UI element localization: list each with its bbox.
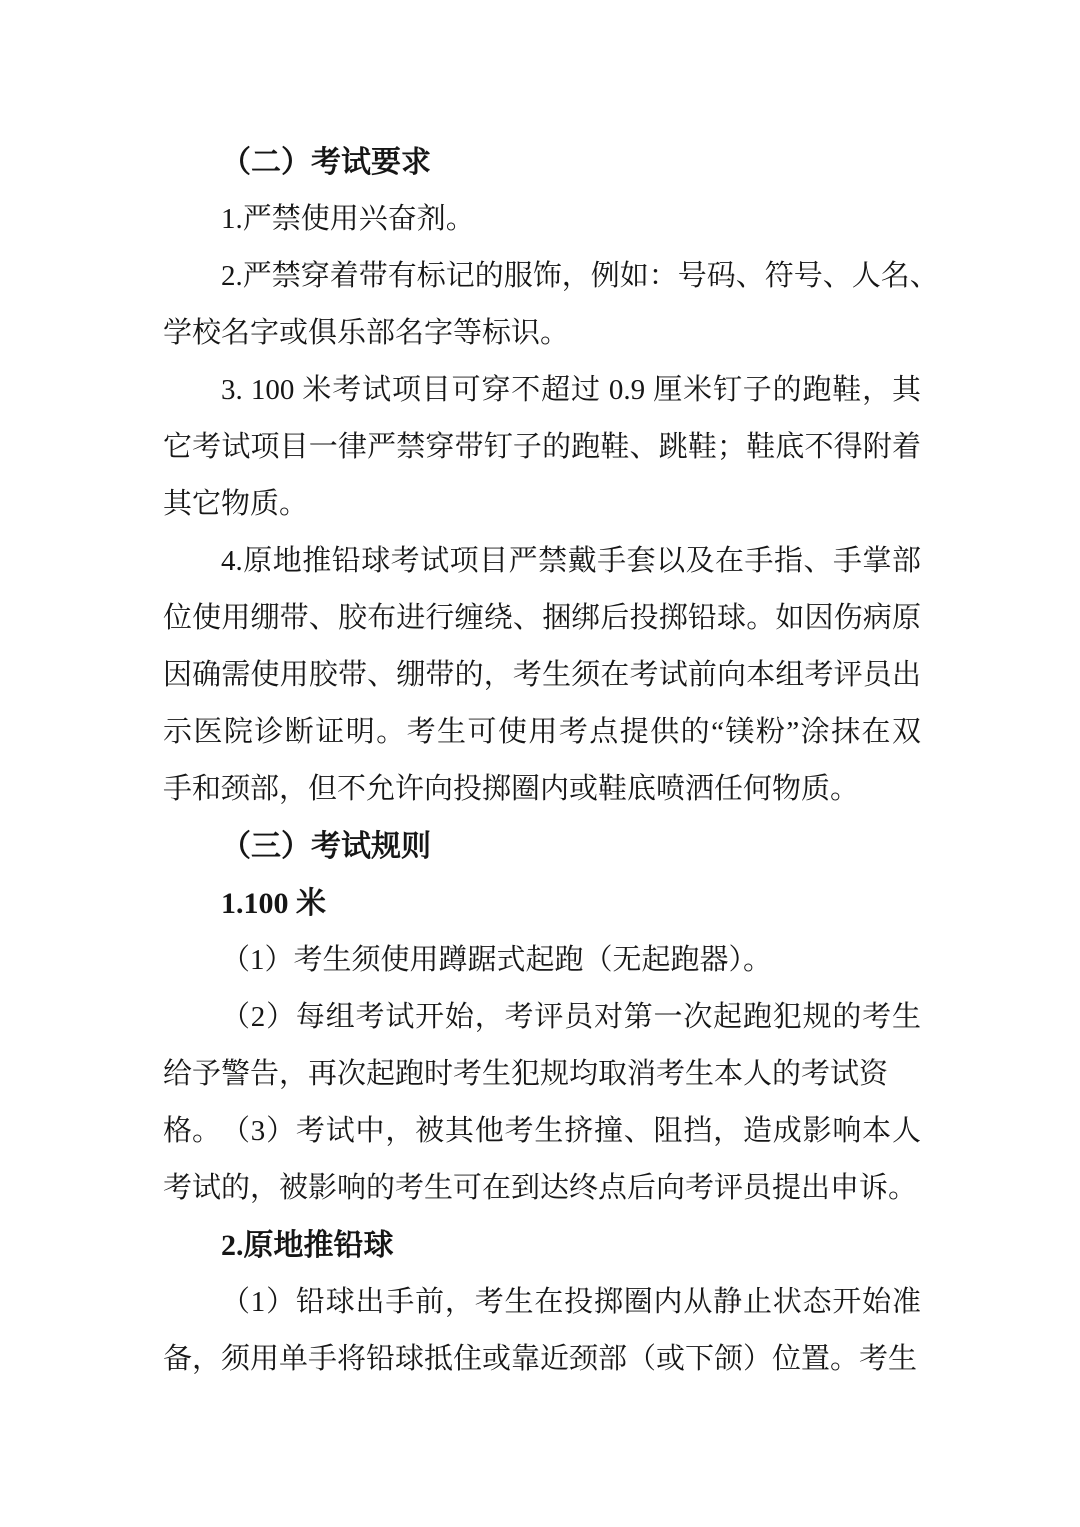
section-heading bbox=[163, 818, 921, 875]
text-line: 它考试项目一律严禁穿带钉子的跑鞋、跳鞋；鞋底不得附着 bbox=[163, 431, 921, 463]
section-heading bbox=[163, 134, 921, 191]
text-line: 1.严禁使用兴奋剂。 bbox=[221, 203, 475, 235]
text-line: 手和颈部，但不允许向投掷圈内或鞋底喷洒任何物质。 bbox=[163, 773, 860, 805]
paragraph bbox=[163, 1103, 921, 1217]
paragraph bbox=[163, 1274, 921, 1388]
text-line: （1）铅球出手前，考生在投掷圈内从静止状态开始准 bbox=[221, 1286, 921, 1318]
paragraph bbox=[163, 932, 921, 989]
text-line: 学校名字或俱乐部名字等标识。 bbox=[163, 317, 570, 349]
text-line: 3. 100 米考试项目可穿不超过 0.9 厘米钉子的跑鞋，其 bbox=[221, 374, 921, 406]
text-line: 示医院诊断证明。考生可使用考点提供的“镁粉”涂抹在双 bbox=[163, 716, 921, 748]
text-line: （2）每组考试开始，考评员对第一次起跑犯规的考生 bbox=[221, 1001, 921, 1033]
sub-heading-line: 1.100 米 bbox=[221, 887, 326, 920]
paragraph bbox=[163, 362, 921, 533]
sub-heading bbox=[163, 1217, 921, 1274]
paragraph bbox=[163, 248, 939, 362]
paragraph bbox=[163, 533, 921, 818]
text-line: 其它物质。 bbox=[163, 488, 309, 520]
sub-heading bbox=[163, 875, 921, 932]
paragraph bbox=[163, 191, 921, 248]
section-heading-line: （二）考试要求 bbox=[221, 146, 431, 179]
text-line: 考试的，被影响的考生可在到达终点后向考评员提出申诉。 bbox=[163, 1172, 918, 1204]
section-heading-line: （三）考试规则 bbox=[221, 830, 431, 863]
text-line: 位使用绷带、胶布进行缠绕、捆绑后投掷铅球。如因伤病原 bbox=[163, 602, 921, 634]
sub-heading-line: 2.原地推铅球 bbox=[221, 1229, 394, 1262]
text-line: 因确需使用胶带、绷带的，考生须在考试前向本组考评员出 bbox=[163, 659, 921, 691]
text-line: 2.严禁穿着带有标记的服饰，例如：号码、符号、人名、 bbox=[221, 260, 939, 292]
text-line: 给予警告，再次起跑时考生犯规均取消考生本人的考试资格。 bbox=[163, 1058, 889, 1147]
text-line: 备，须用单手将铅球抵住或靠近颈部（或下颌）位置。考生 bbox=[163, 1343, 918, 1375]
document-content bbox=[163, 134, 939, 1388]
text-line: （3）考试中，被其他考生挤撞、阻挡，造成影响本人 bbox=[221, 1115, 921, 1147]
text-line: （1）考生须使用蹲踞式起跑（无起跑器）。 bbox=[221, 944, 773, 976]
text-line: 4.原地推铅球考试项目严禁戴手套以及在手指、手掌部 bbox=[221, 545, 921, 577]
